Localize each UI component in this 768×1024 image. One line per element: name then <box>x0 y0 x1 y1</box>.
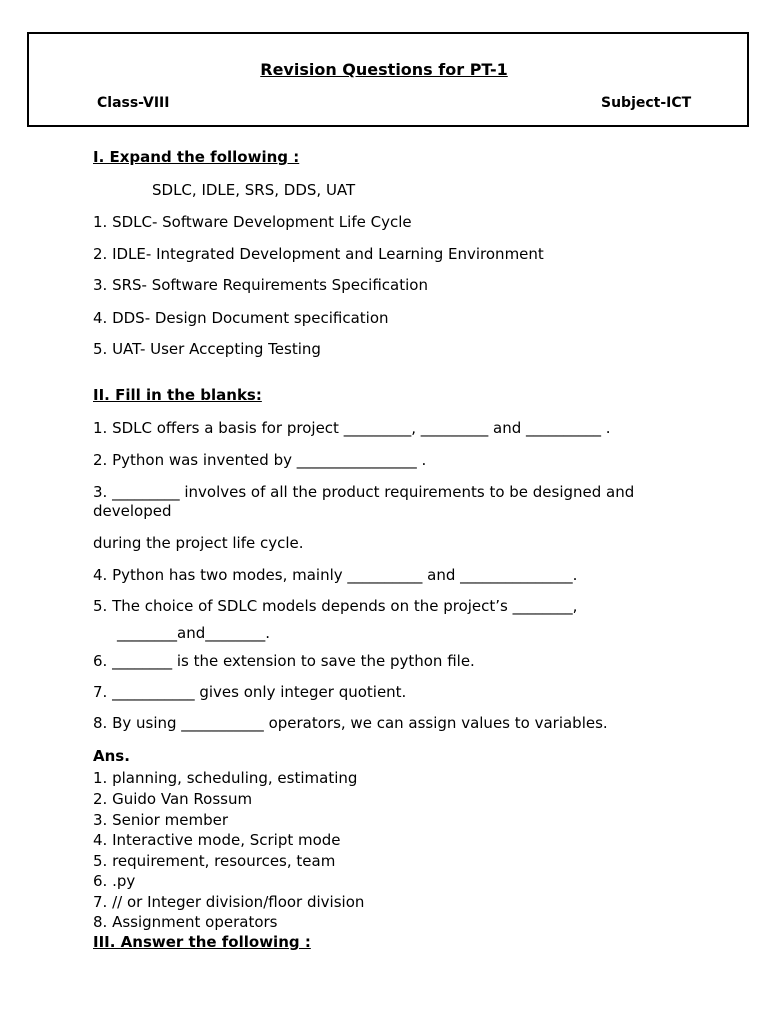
fill-blank-question: 5. The choice of SDLC models depends on the project’s ________, <box>93 597 578 615</box>
answer-item: 4. Interactive mode, Script mode <box>93 831 341 849</box>
expansion-item: 3. SRS- Software Requirements Specification <box>93 276 428 294</box>
answer-item: 8. Assignment operators <box>93 913 278 931</box>
section-2-heading: II. Fill in the blanks: <box>93 386 262 404</box>
expansion-item: 2. IDLE- Integrated Development and Learning Environment <box>93 245 544 263</box>
section-1-heading: I. Expand the following : <box>93 148 300 166</box>
answer-item: 3. Senior member <box>93 811 228 829</box>
expansion-item: 5. UAT- User Accepting Testing <box>93 340 321 358</box>
answers-heading: Ans. <box>93 747 130 765</box>
fill-blank-question: 6. ________ is the extension to save the python file. <box>93 652 475 670</box>
fill-blank-question: 2. Python was invented by ________________ . <box>93 451 427 469</box>
answer-item: 1. planning, scheduling, estimating <box>93 769 358 787</box>
fill-blank-question: 3. _________ involves of all the product requirements to be designed and <box>93 483 635 501</box>
fill-blank-question-continuation: developed <box>93 502 172 520</box>
answer-item: 5. requirement, resources, team <box>93 852 336 870</box>
answer-item: 7. // or Integer division/floor division <box>93 893 365 911</box>
expansion-item: 4. DDS- Design Document specification <box>93 309 389 327</box>
subject-label: Subject-ICT <box>601 95 692 111</box>
fill-blank-question-continuation: ________and________. <box>117 624 270 642</box>
fill-blank-question-continuation: during the project life cycle. <box>93 534 304 552</box>
page-title: Revision Questions for PT-1 <box>260 60 508 79</box>
fill-blank-question: 8. By using ___________ operators, we can assign values to variables. <box>93 714 608 732</box>
fill-blank-question: 4. Python has two modes, mainly __________ and _______________. <box>93 566 578 584</box>
answer-item: 2. Guido Van Rossum <box>93 790 253 808</box>
class-label: Class-VIII <box>97 95 170 111</box>
fill-blank-question: 7. ___________ gives only integer quotient. <box>93 683 407 701</box>
fill-blank-question: 1. SDLC offers a basis for project _________, _________ and __________ . <box>93 419 611 437</box>
expansion-item: 1. SDLC- Software Development Life Cycle <box>93 213 412 231</box>
section-1-terms: SDLC, IDLE, SRS, DDS, UAT <box>152 181 356 199</box>
answer-item: 6. .py <box>93 872 136 890</box>
header-box <box>27 32 749 127</box>
section-3-heading: III. Answer the following : <box>93 933 311 951</box>
